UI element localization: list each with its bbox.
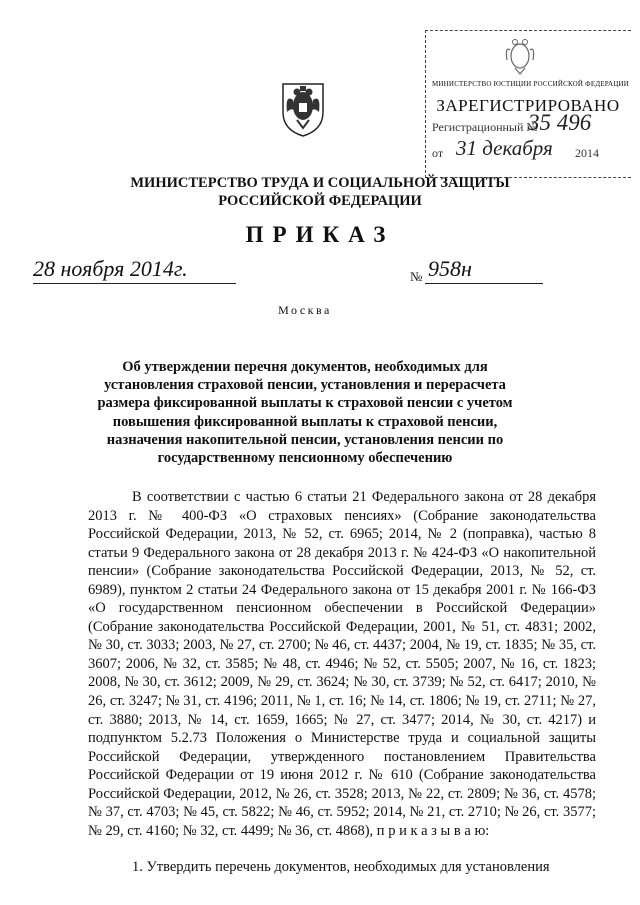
stamp-reg-label: Регистрационный №	[432, 120, 538, 134]
ministry-line-1: МИНИСТЕРСТВО ТРУДА И СОЦИАЛЬНОЙ ЗАЩИТЫ	[130, 175, 510, 191]
order-number: 958н	[428, 256, 472, 281]
preamble-paragraph: В соответствии с частью 6 статьи 21 Федерального закона от 28 декабря 2013 г. № 400-ФЗ «О страховых пенсиях» (Собрание законодательства Российской Федерации, 2013, № 52, ст. 6965; 2014, № 2 (поправка), частью 8 статьи 9 Федерального закона от 28 декабря 2013 г. № 424-ФЗ «О накопительной пенсии» (Собрание законодательства Российской Федерации, 2013, № 52, ст. 6989), пунктом 2 статьи 24 Федерального закона от 15 декабря 2001 г. № 166-ФЗ «О государственном пенсионном обеспечении в Российской Федерации» (Собрание законодательства Российской Федерации, 2001, № 51, ст. 4831; 2002, № 30, ст. 3033; 2003, № 27, ст. 2700; № 46, ст. 4437; 2004, № 19, ст. 1835; № 35, ст. 3607; 2006, № 32, ст. 3585; № 48, ст. 4946; № 52, ст. 5505; 2007, № 16, ст. 1823; 2008, № 30, ст. 3612; 2009, № 29, ст. 3624; № 30, ст. 3739; № 52, ст. 6417; 2010, № 26, ст. 3247; № 31, ст. 4196; 2011, № 1, ст. 16; № 14, ст. 1806; № 19, ст. 2711; № 27, ст. 3880; 2013, № 14, ст. 1659, 1665; № 27, ст. 3477; 2014, № 30, ст. 4217) и подпунктом 5.2.73 Положения о Министерстве труда и социальной защиты Российской Федерации, утвержденного постановлением Правительства Российской Федерации от 19 июня 2012 г. № 610 (Собрание законодательства Российской Федерации, 2012, № 26, ст. 3528; 2013, № 22, ст. 2809; № 36, ст. 4578; № 37, ст. 4703; № 45, ст. 5822; № 46, ст. 5952; 2014, № 21, ст. 2710; № 26, ст. 3577; № 29, ст. 4160; № 32, ст. 4499; № 36, ст. 4868), п р и к а з ы в а ю:	[88, 489, 596, 839]
ministry-line-2: РОССИЙСКОЙ ФЕДЕРАЦИИ	[218, 193, 422, 209]
order-subject: Об утверждении перечня документов, необходимых для установления страховой пенсии, установления и перерасчета размера фиксированной выплаты к страховой пенсии с учетом повышения фиксированной выплаты к страховой пенсии, назначения накопительной пенсии, установления пенсии по государственному пенсионному обеспечению	[97, 359, 513, 467]
date-underline	[33, 283, 236, 284]
stamp-ministry: МИНИСТЕРСТВО ЮСТИЦИИ РОССИЙСКОЙ ФЕДЕРАЦИИ	[432, 80, 629, 88]
coat-of-arms-emblem	[277, 78, 329, 138]
number-sign: №	[410, 269, 423, 284]
order-date: 28 ноября 2014г.	[33, 256, 188, 281]
stamp-reg-number: 35 496	[528, 110, 592, 135]
stamp-year: 2014	[575, 146, 599, 160]
ministry-name	[0, 174, 640, 210]
stamp-emblem-icon	[502, 34, 538, 78]
number-underline	[425, 283, 543, 284]
city: Москва	[278, 303, 332, 317]
stamp-date-prefix: от	[432, 146, 444, 160]
item-1-paragraph: 1. Утвердить перечень документов, необходимых для установления	[132, 859, 550, 875]
stamp-date: 31 декабря	[456, 136, 553, 160]
document-type: ПРИКАЗ	[245, 222, 395, 247]
stamp-registered-label: ЗАРЕГИСТРИРОВАНО	[436, 96, 620, 115]
